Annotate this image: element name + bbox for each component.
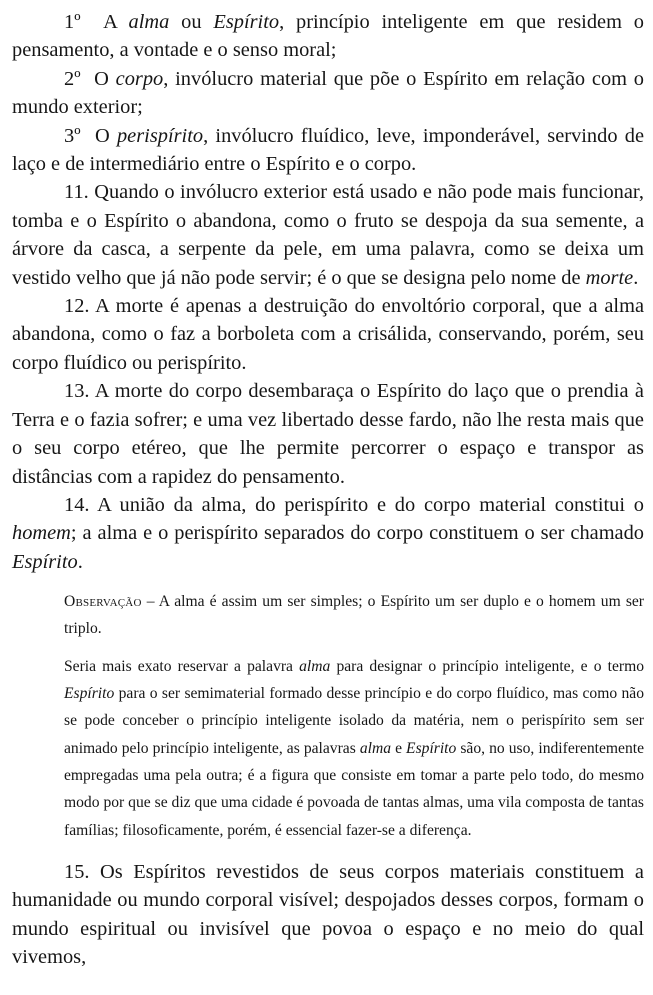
item-2 xyxy=(12,65,644,122)
paragraph-text: A morte do corpo desembaraça o Espírito do laço que o prendia à Terra e o fazia sofrer; e uma vez libertado desse fardo, não lhe resta mais que o seu corpo etéreo, que lhe permite percorrer o espaço e transpor as distâncias com a rapidez do pensamento. xyxy=(12,380,644,488)
italic-term: Espírito xyxy=(64,685,115,703)
paragraph-number: 13. xyxy=(64,380,90,403)
observation-note-continued xyxy=(64,653,644,844)
paragraph-14 xyxy=(12,491,644,576)
spacer xyxy=(12,844,644,858)
note-text: e xyxy=(391,739,407,757)
note-text: para o ser semimaterial formado desse princípio e do corpo fluídico, mas como não se pode conceber o princípio inteligente isolado da matéria, nem o perispírito sem ser animado pelo princípio inteligente, as palavras xyxy=(64,685,644,757)
note-text: – A alma é assim um ser simples; o Espírito um ser duplo e o homem um ser triplo. xyxy=(64,593,644,638)
italic-term: alma xyxy=(359,739,392,757)
paragraph-text: A morte é apenas a destruição do envoltório corporal, que a alma abandona, como o faz a borboleta com a crisálida, conservando, porém, seu corpo fluídico ou perispírito. xyxy=(12,295,644,374)
item-text: , invólucro fluídico, leve, imponderável, servindo de laço e de intermediário entre o Espírito e o corpo. xyxy=(12,124,645,176)
italic-term: Espírito xyxy=(12,550,78,573)
item-text: , invólucro material que põe o Espírito em relação com o mundo exterior; xyxy=(12,67,644,119)
paragraph-11 xyxy=(12,178,644,292)
paragraph-13 xyxy=(12,377,644,491)
note-text: são, no uso, indiferentemente empregadas uma pela outra; é a figura que consiste em tomar a parte pelo todo, do mesmo modo por que se diz que uma cidade é povoada de tantas almas, uma vila composta de tantas famílias; filosoficamente, porém, é essencial fazer-se a diferença. xyxy=(64,739,645,839)
item-text: O xyxy=(94,67,116,90)
paragraph-text: A união da alma, do perispírito e do corpo material constitui o xyxy=(89,493,644,516)
note-text: Seria mais exato reservar a palavra xyxy=(64,657,300,675)
paragraph-number: 12. xyxy=(64,295,90,318)
italic-term: perispírito xyxy=(116,124,204,147)
paragraph-text: . xyxy=(633,266,639,289)
observation-note xyxy=(64,588,644,643)
italic-term: Espírito xyxy=(213,11,280,33)
paragraph-number: 15. xyxy=(64,860,90,883)
italic-term: alma xyxy=(299,657,331,675)
item-text: , princípio inteligente em que residem o pensamento, a vontade e o senso moral; xyxy=(12,11,644,62)
paragraph-text: ; a alma e o perispírito separados do corpo constituem o ser chamado xyxy=(70,522,644,545)
paragraph-number: 11. xyxy=(64,181,89,204)
paragraph-number: 14. xyxy=(64,493,90,516)
paragraph-text: Quando o invólucro exterior está usado e não pode mais funcionar, tomba e o Espírito o abandona, como o fruto se despoja da sua semente, a árvore da casca, a serpente da pele, em uma palavra, como se deixa um vestido velho que já não pode servir; é o que se designa pelo nome de xyxy=(12,181,644,289)
italic-term: homem xyxy=(12,522,71,545)
observation-label: Observação xyxy=(64,593,142,611)
paragraph-text: Os Espíritos revestidos de seus corpos materiais constituem a humanidade ou mundo corporal visível; despojados desses corpos, formam o mundo espiritual ou invisível que povoa o espaço e no meio do qual vivemos, xyxy=(12,860,644,969)
item-number: 3º xyxy=(64,124,81,147)
document-page xyxy=(12,8,644,971)
italic-term: alma xyxy=(128,11,170,33)
note-text: para designar o princípio inteligente, e o termo xyxy=(330,657,644,675)
item-text: A xyxy=(103,11,129,33)
italic-term: Espírito xyxy=(406,739,457,757)
italic-term: corpo xyxy=(115,67,164,90)
item-number: 2º xyxy=(64,67,81,90)
paragraph-12 xyxy=(12,292,644,377)
item-number: 1º xyxy=(64,11,81,33)
item-1 xyxy=(12,8,644,65)
paragraph-text: . xyxy=(77,550,83,573)
item-3 xyxy=(12,122,644,179)
italic-term: morte xyxy=(585,266,634,289)
item-text: ou xyxy=(169,11,214,33)
item-text: O xyxy=(95,124,117,147)
paragraph-15 xyxy=(12,858,644,972)
